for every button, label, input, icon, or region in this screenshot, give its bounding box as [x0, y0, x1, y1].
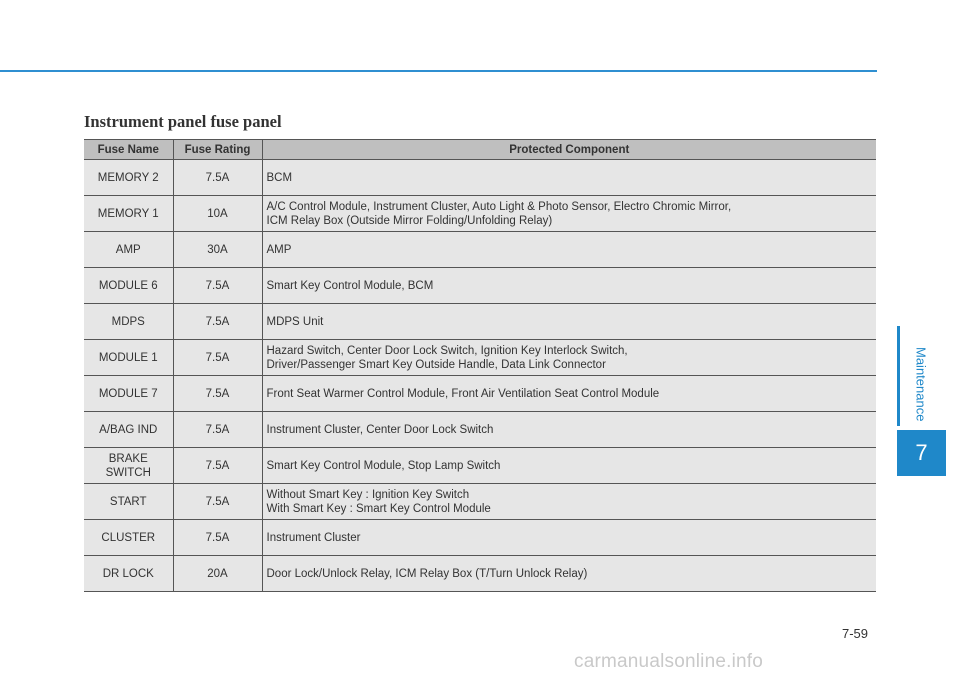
watermark: carmanualsonline.info	[574, 651, 764, 672]
fuse-rating-cell: 10A	[173, 196, 262, 232]
table-header-row	[84, 140, 876, 160]
fuse-rating-cell: 7.5A	[173, 304, 262, 340]
protected-component-cell	[262, 268, 876, 304]
component-line: Instrument Cluster, Center Door Lock Switch	[266, 423, 494, 436]
header-fuse-name: Fuse Name	[84, 140, 173, 160]
component-line: Smart Key Control Module, BCM	[266, 279, 434, 292]
component-line: MDPS Unit	[266, 315, 324, 328]
protected-component-cell	[262, 484, 876, 520]
fuse-rating-cell: 7.5A	[173, 448, 262, 484]
section-title: Instrument panel fuse panel	[84, 112, 282, 131]
fuse-name-cell: MEMORY 2	[84, 160, 173, 196]
component-line: Door Lock/Unlock Relay, ICM Relay Box (T/Turn Unlock Relay)	[266, 567, 588, 580]
top-divider	[0, 70, 877, 72]
protected-component-cell	[262, 340, 876, 376]
component-line: Smart Key Control Module, Stop Lamp Switch	[266, 459, 501, 472]
fuse-name-cell: DR LOCK	[84, 556, 173, 592]
table-row	[84, 304, 876, 340]
fuse-rating-cell: 7.5A	[173, 412, 262, 448]
header-protected-component: Protected Component	[262, 140, 876, 160]
fuse-name-cell: MODULE 6	[84, 268, 173, 304]
chapter-label: Maintenance	[913, 347, 929, 422]
header-fuse-rating: Fuse Rating	[173, 140, 262, 160]
component-line: Instrument Cluster	[266, 531, 361, 544]
page-number: 7-59	[842, 626, 869, 641]
protected-component-cell	[262, 160, 876, 196]
component-line: AMP	[266, 243, 292, 256]
fuse-rating-cell: 7.5A	[173, 484, 262, 520]
fuse-name-cell: START	[84, 484, 173, 520]
fuse-rating-cell: 7.5A	[173, 160, 262, 196]
component-line: Without Smart Key : Ignition Key Switch	[266, 488, 470, 501]
table-row	[84, 340, 876, 376]
fuse-rating-cell: 30A	[173, 232, 262, 268]
table-row	[84, 520, 876, 556]
protected-component-cell	[262, 376, 876, 412]
table-row	[84, 376, 876, 412]
chapter-number: 7	[897, 430, 946, 476]
component-line: ICM Relay Box (Outside Mirror Folding/Unfolding Relay)	[266, 214, 553, 227]
fuse-rating-cell: 7.5A	[173, 376, 262, 412]
protected-component-cell	[262, 196, 876, 232]
fuse-name-cell	[84, 448, 173, 484]
protected-component-cell	[262, 556, 876, 592]
fuse-rating-cell: 7.5A	[173, 268, 262, 304]
table-row	[84, 412, 876, 448]
table-row	[84, 232, 876, 268]
table-row	[84, 160, 876, 196]
fuse-name-cell: MEMORY 1	[84, 196, 173, 232]
fuse-name-cell: CLUSTER	[84, 520, 173, 556]
table-row	[84, 448, 876, 484]
fuse-rating-cell: 7.5A	[173, 340, 262, 376]
component-line: With Smart Key : Smart Key Control Module	[266, 502, 491, 515]
component-line: A/C Control Module, Instrument Cluster, Auto Light & Photo Sensor, Electro Chromic Mirror,	[266, 200, 732, 213]
protected-component-cell	[262, 304, 876, 340]
component-line: Hazard Switch, Center Door Lock Switch, Ignition Key Interlock Switch,	[266, 344, 628, 357]
fuse-name-line: BRAKE	[108, 452, 148, 465]
fuse-name-line: SWITCH	[105, 466, 151, 479]
fuse-name-cell: A/BAG IND	[84, 412, 173, 448]
fuse-name-cell: MODULE 7	[84, 376, 173, 412]
table-row	[84, 268, 876, 304]
table-row	[84, 196, 876, 232]
fuse-name-cell: MODULE 1	[84, 340, 173, 376]
fuse-rating-cell: 7.5A	[173, 520, 262, 556]
fuse-name-cell: MDPS	[84, 304, 173, 340]
table-row	[84, 556, 876, 592]
protected-component-cell	[262, 412, 876, 448]
protected-component-cell	[262, 520, 876, 556]
fuse-rating-cell: 20A	[173, 556, 262, 592]
component-line: Front Seat Warmer Control Module, Front Air Ventilation Seat Control Module	[266, 387, 660, 400]
component-line: BCM	[266, 171, 293, 184]
table-row	[84, 484, 876, 520]
protected-component-cell	[262, 448, 876, 484]
fuse-table	[84, 139, 876, 592]
component-line: Driver/Passenger Smart Key Outside Handle, Data Link Connector	[266, 358, 606, 371]
protected-component-cell	[262, 232, 876, 268]
fuse-name-cell: AMP	[84, 232, 173, 268]
chapter-side-tab	[897, 0, 960, 689]
